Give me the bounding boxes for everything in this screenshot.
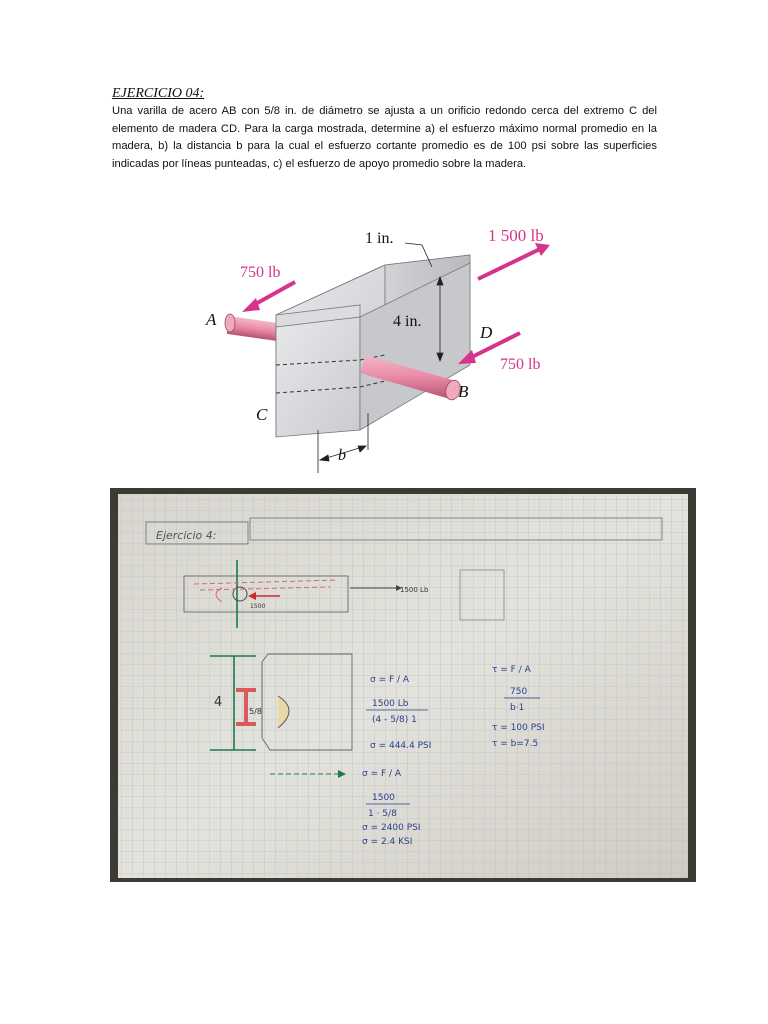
bearing-eq3: σ = 2400 PSI xyxy=(362,823,421,833)
wood-member-figure xyxy=(200,215,580,475)
normal-eq2-den: (4 - 5/8) 1 xyxy=(372,715,417,725)
normal-eq1: σ = F / A xyxy=(370,675,410,685)
bearing-eq2-num: 1500 xyxy=(372,793,395,803)
label-point-c: C xyxy=(256,405,268,424)
handwritten-notes-photo xyxy=(110,488,696,882)
normal-eq2-num: 1500 Lb xyxy=(372,699,409,709)
shear-eq2-den: b·1 xyxy=(510,703,525,713)
label-load-right: 1 500 lb xyxy=(488,226,544,245)
top-sketch-force: 1500 Lb xyxy=(400,586,429,594)
shear-eq3: τ = 100 PSI xyxy=(492,723,545,733)
bearing-eq1: σ = F / A xyxy=(362,769,402,779)
label-point-d: D xyxy=(480,323,493,342)
label-load-a: 750 lb xyxy=(240,264,281,281)
top-sketch-small: 1500 xyxy=(250,603,266,610)
label-load-b: 750 lb xyxy=(500,356,541,373)
label-point-b: B xyxy=(458,382,469,401)
bearing-eq2-den: 1 · 5/8 xyxy=(368,809,397,819)
shear-eq2-num: 750 xyxy=(510,687,528,697)
exercise-title: EJERCICIO 04: xyxy=(112,86,205,101)
label-height: 4 in. xyxy=(393,313,422,330)
label-point-a: A xyxy=(206,310,217,329)
label-thickness: 1 in. xyxy=(365,230,394,247)
exercise-statement: Una varilla de acero AB con 5/8 in. de diámetro se ajusta a un orificio redondo cerca del extremo C del elemento de madera CD. Para la carga mostrada, determine a) el esfuerzo máximo normal promedio en la madera, b) la distancia b para la cual el esfuerzo cortante promedio es de 100 psi sobre las superficies indicadas por líneas punteadas, c) el esfuerzo de apoyo promedio sobre la madera. xyxy=(112,105,657,170)
shear-eq1: τ = F / A xyxy=(492,665,531,675)
normal-eq3: σ = 444.4 PSI xyxy=(370,741,432,751)
side-height: 4 xyxy=(214,695,223,710)
notes-header: Ejercicio 4: xyxy=(156,529,217,542)
bearing-eq4: σ = 2.4 KSI xyxy=(362,837,413,847)
label-distance-b: b xyxy=(338,447,346,464)
side-hole: 5/8 xyxy=(249,707,262,716)
shear-eq4: τ = b=7.5 xyxy=(492,739,539,749)
